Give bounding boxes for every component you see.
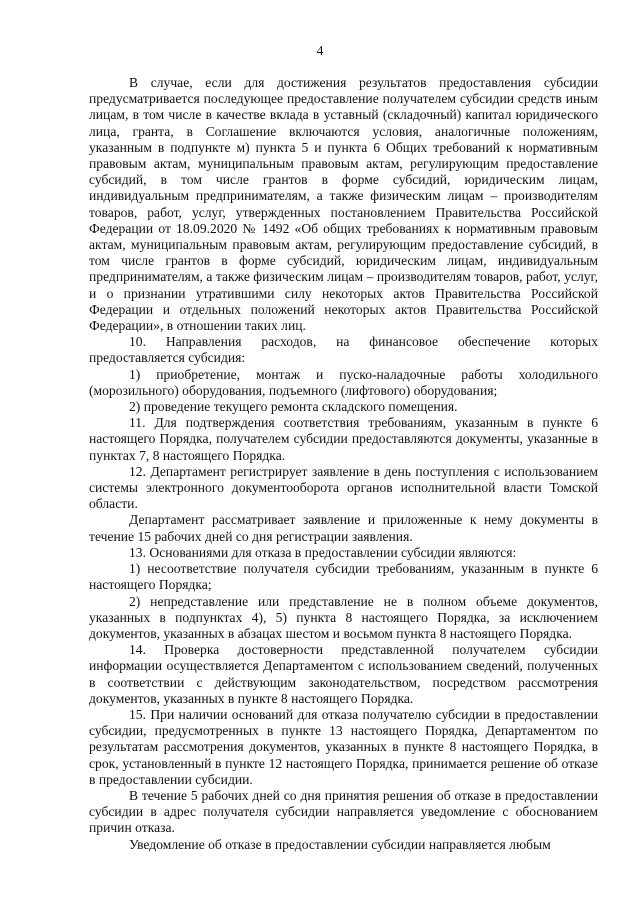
paragraph-grants-conditions: В случае, если для достижения результатов предоставления субсидии предусматривается последующее предоставление получателем субсидии средств иным лицам, в том числе в качестве вклада в уставный (складочный) капитал юридического лица, гранта, в Соглашение включаются условия, аналогичные положениям, указанным в подпункте м) пункта 5 и пункта 6 Общих требований к нормативным правовым актам, муниципальным правовым актам, регулирующим предоставление субсидий, в том числе грантов в форме субсидий, юридическим лицам, индивидуальным предпринимателям, а также физическим лицам – производителям товаров, работ, услуг, утвержденных постановлением Правительства Российской Федерации от 18.09.2020 № 1492 «Об общих требованиях к нормативным правовым актам, муниципальным правовым актам, регулирующим предоставление субсидий, в том числе грантов в форме субсидий, юридическим лицам, индивидуальным предпринимателям, а также физическим лицам – производителям товаров, работ, услуг, и о признании утратившими силу некоторых актов Правительства Российской Федерации и отдельных положений некоторых актов Правительства Российской Федерации», в отношении таких лиц. (89, 75, 598, 334)
paragraph-item-15-notice: В течение 5 рабочих дней со дня принятия решения об отказе в предоставлении субсидии в адрес получателя субсидии направляется уведомление с обоснованием причин отказа. (89, 787, 598, 836)
paragraph-item-13-2: 2) непредставление или представление не в полном объеме документов, указанных в подпунктах 4), 5) пункта 8 настоящего Порядка, за исключением документов, указанных в абзацах шестом и восьмом пункта 8 настоящего Порядка. (89, 593, 598, 641)
paragraph-item-13: 13. Основаниями для отказа в предоставлении субсидии являются: (129, 544, 517, 560)
paragraph-item-11: 11. Для подтверждения соответствия требованиям, указанным в пункте 6 настоящего Порядка, получателем субсидии предоставляются документы, указанные в пунктах 7, 8 настоящего Порядка. (89, 415, 598, 463)
paragraph-item-15: 15. При наличии оснований для отказа получателю субсидии в предоставлении субсидии, предусмотренных в пункте 13 настоящего Порядка, Департаментом по результатам рассмотрения документов, указанных в пункте 8 настоящего Порядка, в срок, установленный в пункте 12 настоящего Порядка, принимается решение об отказе в предоставлении субсидии. (89, 706, 598, 787)
paragraph-item-15-delivery: Уведомление об отказе в предоставлении субсидии направляется любым (129, 836, 551, 852)
page-number: 4 (316, 44, 324, 59)
paragraph-item-10-1: 1) приобретение, монтаж и пуско-наладочные работы холодильного (морозильного) оборудования, подъемного (лифтового) оборудования; (89, 366, 598, 398)
paragraph-item-12: 12. Департамент регистрирует заявление в день поступления с использованием системы электронного документооборота органов исполнительной власти Томской области. (89, 463, 598, 512)
paragraph-item-13-1: 1) несоответствие получателя субсидии требованиям, указанным в пункте 6 настоящего Порядка; (89, 561, 598, 593)
paragraph-item-14: 14. Проверка достоверности представленной получателем субсидии информации осуществляется Департаментом с использованием сведений, полученных в соответствии с действующим законодательством, посредством рассмотрения документов, указанных в пункте 8 настоящего Порядка. (89, 642, 598, 706)
paragraph-item-10-2: 2) проведение текущего ремонта складского помещения. (129, 399, 458, 415)
paragraph-item-12-review: Департамент рассматривает заявление и приложенные к нему документы в течение 15 рабочих дней со дня регистрации заявления. (89, 512, 598, 544)
paragraph-item-10: 10. Направления расходов, на финансовое обеспечение которых предоставляется субсидия: (89, 334, 598, 366)
document-body (89, 75, 598, 853)
